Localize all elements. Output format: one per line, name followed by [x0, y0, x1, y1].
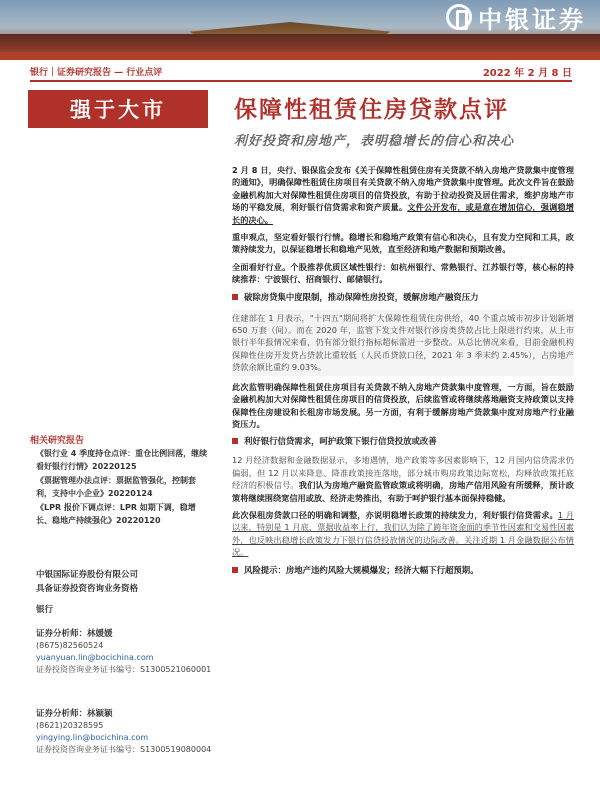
- company-name: 中银国际证券股份有限公司: [36, 570, 139, 580]
- analyst-email[interactable]: yuanyuan.lin@bocichina.com: [36, 653, 154, 662]
- related-report-item[interactable]: 《银行业 4 季度持仓点评：重仓比例回落，继续看好银行行情》20220125: [36, 449, 208, 471]
- body-paragraph: 此次监管明确保障性租赁住房项目有关贷款不纳入房地产贷款集中度管理，一方面，旨在鼓励金融机构加大对保障性租赁住房项目的信贷投放，后续监管或将继续落地融资支持政策以支持保障性住房建设和长租房市场发展。另一方面，有利于缓解房地产贷款集中度对房地产行业融资压力。: [232, 381, 574, 429]
- report-body: [232, 164, 574, 583]
- risk-warning: [232, 564, 574, 577]
- palace-wall-image: [0, 52, 600, 60]
- rating-badge: [28, 90, 208, 128]
- analyst-phone: (8621)20328595: [36, 721, 104, 730]
- summary-lead: 2 月 8 日，央行、银保监会发布《关于保障性租赁住房有关贷款不纳入房地产贷款集中度管理的通知》，明确保障性租赁住房项目有关贷款不纳入房地产贷款集中度管理。此次文件旨在鼓励金融机构加大对保障性租赁住房项目的信贷投放，有助于拉动投资及居住需求，维护房地产市场的平稳发展，利好银行信贷需求和资产质量。: [232, 165, 574, 213]
- viewpoint-paragraph: 重申观点，坚定看好银行行情。稳增长和稳地产政策有信心和决心，且有发力空间和工具，政策持续发力，以保证稳增长和稳地产见效，直至经济和地产数据和预期改善。: [232, 232, 574, 255]
- header-banner: [0, 0, 600, 60]
- summary-tail: 文件公开发布，或是意在增加信心，强调稳增长的决心。: [232, 202, 574, 225]
- analyst-name: 证券分析师：林颖颖: [36, 709, 113, 719]
- recommendation-paragraph: 全面看好行业。个股推荐优质区域性银行：如杭州银行、常熟银行、江苏银行等，核心标的持续推荐：宁波银行、招商银行、邮储银行。: [232, 261, 574, 285]
- related-report-item[interactable]: 《LPR 报价下调点评：LPR 如期下调，稳增长、稳地产持续强化》20220120: [36, 503, 196, 525]
- report-title: 保障性租赁住房贷款点评: [234, 96, 509, 123]
- bullet-square-icon: [232, 438, 238, 444]
- brand-logo: [446, 2, 586, 32]
- analyst-name: 证券分析师：林媛媛: [36, 629, 113, 639]
- bullet-square-icon: [232, 294, 238, 300]
- section-heading: [232, 435, 574, 448]
- related-report-item[interactable]: 《票据管理办法点评：票据监管强化，控制套利，支持中小企业》20220124: [36, 476, 196, 498]
- body-paragraph: [232, 509, 574, 559]
- analyst-email[interactable]: yingying.lin@bocichina.com: [36, 733, 149, 742]
- analyst-phone: (8675)82560524: [36, 641, 104, 650]
- boc-logo-icon: [446, 4, 472, 30]
- body-text-bold: 此次保租房贷款口径的明确和调整，亦说明稳增长政策的持续发力，利好银行信贷需求。: [232, 509, 558, 520]
- company-info: [36, 568, 138, 596]
- report-date: 2022 年 2 月 8 日: [482, 67, 572, 79]
- related-reports-heading: 相关研究报告: [30, 436, 85, 446]
- summary-paragraph: [232, 164, 574, 226]
- risk-warning-text: 风险提示：房地产违约风险大规模爆发；经济大幅下行超预期。: [244, 564, 479, 575]
- sector-label: 银行: [36, 605, 54, 615]
- section-heading-text: 利好银行信贷需求，呵护政策下银行信贷投放或改善: [244, 436, 437, 447]
- analyst-card: [36, 708, 216, 756]
- section-heading-text: 破除房贷集中度限制，推动保障性房投资，缓解房地产融资压力: [244, 291, 479, 302]
- bullet-square-icon: [232, 567, 238, 573]
- category-line: [30, 62, 572, 80]
- report-subtitle: 利好投资和房地产，表明稳增长的信心和决心: [234, 134, 515, 149]
- analyst-card: [36, 628, 216, 676]
- analyst-cert: 证券投资咨询业务证书编号：S1300519080004: [36, 745, 212, 754]
- company-qualification: 具备证券投资咨询业务资格: [36, 584, 139, 594]
- report-category: 银行｜证券研究报告 — 行业点评: [30, 67, 163, 78]
- header-divider: [30, 80, 572, 82]
- related-reports-list: [36, 447, 208, 528]
- rating-label: 强于大市: [70, 97, 166, 122]
- analyst-cert: 证券投资咨询业务证书编号：S1300521060001: [36, 665, 212, 674]
- body-text: 12 月经济数据和金融数据显示，多地遇情，地产政策等多因素影响下，12 月国内信贷需求仍偏弱，但 12 月以来降息、降准政策接连落地，部分城市购房政策边际宽松，均释放政策托底经济的积极信号。: [232, 455, 574, 491]
- body-text-bold: 我们认为房地产融资监管政策或将明确，房地产信用风险有所缓释，预计政策将继续围绕宽信用或放、经济走势推出，有助于呵护银行基本面保持稳健。: [232, 480, 574, 503]
- body-text: 1 月以来，特别是 1 月底，票据收益率上行，我们认为除了跨年资金面的季节性因素和交易性因素外，也反映出稳增长政策发力下银行信贷投放情况的边际改善。关注近期 1 月金融数据公布情况。: [232, 509, 574, 558]
- body-paragraph: 住建部在 1 月表示，"十四五"期间将扩大保障性租赁住房供给，40 个重点城市初步计划新增 650 万套（间）。而在 2020 年，监管下发文件对银行涉房类贷款占比上限进行约束，从上市银行半年报情况来看，仍有部分银行指标超标需进一步整改。从总比情况来看，目前金融机构保障性住房开发贷占贷款比重较低（人民币贷款口径，2021 年 3 季末约 2.45%），占房地产贷款余额比重约 9.03%。: [232, 310, 574, 376]
- section-heading: [232, 291, 574, 304]
- brand-name: 中银证券: [478, 4, 586, 34]
- body-paragraph: [232, 454, 574, 504]
